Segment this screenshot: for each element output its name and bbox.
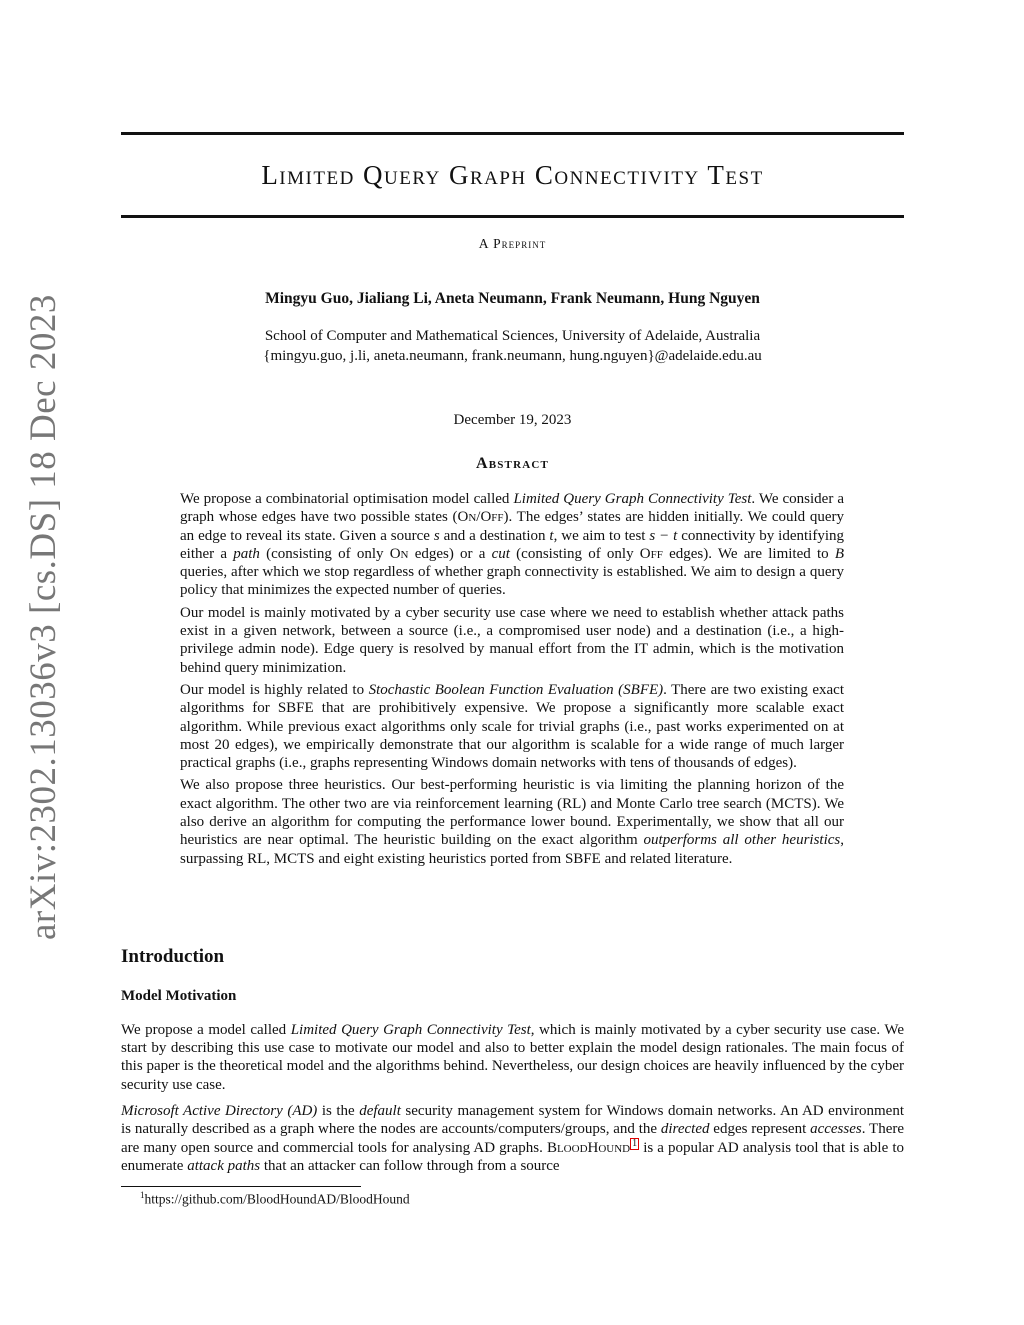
- accesses-emphasis: accesses: [810, 1121, 862, 1138]
- on-state: On: [389, 545, 409, 562]
- author-list: Mingyu Guo, Jialiang Li, Aneta Neumann, Frank Neumann, Hung Nguyen: [265, 290, 760, 307]
- footnote-url[interactable]: https://github.com/BloodHoundAD/BloodHound: [144, 1191, 410, 1207]
- affiliation: School of Computer and Mathematical Sciences, University of Adelaide, Australia: [264, 328, 761, 344]
- abstract-heading: Abstract: [475, 455, 550, 472]
- path-emphasis: path: [233, 545, 260, 562]
- paper-title: Limited Query Graph Connectivity Test: [261, 160, 764, 190]
- abstract-paragraph-2: Our model is mainly motivated by a cyber security use case where we need to establish whether attack paths exist in a given network, between a source (i.e., a compromised user node) and a destination (i.e., a high-privilege admin node). Edge query is resolved by manual effort from the IT admin, which is the motivation behind query minimization.: [180, 604, 844, 676]
- math-b: B: [834, 545, 844, 562]
- footnote-mark: 1: [140, 1190, 145, 1200]
- arxiv-stamp: arXiv:2302.13036v3 [cs.DS] 18 Dec 2023: [23, 294, 64, 940]
- footnote-rule: [121, 1186, 361, 1187]
- model-name-emphasis: Limited Query Graph Connectivity Test: [513, 491, 752, 507]
- off-state: Off: [639, 545, 663, 562]
- introduction-heading: Introduction: [121, 946, 225, 967]
- intro-paragraph-1: We propose a model called Limited Query Graph Connectivity Test, which is mainly motivated by a cyber security use case. We start by describing this use case to motivate our model and also to better explain the model design rationales. The main focus of this paper is the theoretical model and the algorithms behind. Nevertheless, our design choices are heavily influenced by the cyber security use case.: [121, 1022, 904, 1093]
- abstract-paragraph-1: We propose a combinatorial optimisation model called Limited Query Graph Connectivity Test. We consider a graph whose edges have two possible states (On/Off). The edges’ states are hidden initially. We could query an edge to reveal its state. Given a source s and a destination t, we aim to test s − t connectivity by identifying either a path (consisting of only On edges) or a cut (consisting of only Off edges). We are limited to B queries, after which we stop regardless of whether graph connectivity is established. We aim to design a query policy that minimizes the expected number of queries.: [180, 491, 844, 599]
- abstract-body: [180, 490, 844, 872]
- ad-emphasis: Microsoft Active Directory (AD): [121, 1102, 318, 1119]
- author-emails: {mingyu.guo, j.li, aneta.neumann, frank.neumann, hung.nguyen}@adelaide.edu.au: [263, 348, 762, 364]
- abstract-paragraph-4: We also propose three heuristics. Our best-performing heuristic is via limiting the planning horizon of the exact algorithm. The other two are via reinforcement learning (RL) and Monte Carlo tree search (MCTS). We also derive an algorithm for computing the performance lower bound. Experimentally, we show that all our heuristics are near optimal. The heuristic building on the exact algorithm outperforms all other heuristics, surpassing RL, MCTS and eight existing heuristics ported from SBFE and related literature.: [180, 777, 844, 867]
- cut-emphasis: cut: [491, 545, 510, 562]
- model-motivation-heading: Model Motivation: [121, 988, 237, 1004]
- paper-date: December 19, 2023: [453, 412, 572, 428]
- model-name-emphasis: Limited Query Graph Connectivity Test: [290, 1022, 531, 1038]
- sbfe-emphasis: Stochastic Boolean Function Evaluation (SBFE): [368, 681, 664, 698]
- default-emphasis: default: [359, 1102, 401, 1119]
- directed-emphasis: directed: [660, 1121, 710, 1138]
- introduction-body: [121, 1021, 904, 1184]
- preprint-label: A Preprint: [478, 236, 547, 251]
- on-off-states: On/Off: [457, 509, 504, 526]
- footnote-link[interactable]: 1: [632, 1138, 638, 1150]
- outperforms-emphasis: outperforms all other heuristics: [643, 832, 841, 849]
- footnote: [140, 1190, 410, 1208]
- title-top-rule: [121, 132, 904, 135]
- abstract-paragraph-3: Our model is highly related to Stochastic Boolean Function Evaluation (SBFE). There are two existing exact algorithms for SBFE that are prohibitively expensive. We propose a significantly more scalable exact algorithm. While previous exact algorithms only scale for trivial graphs (i.e., past works experimented on at most 20 edges), we empirically demonstrate that our algorithm is scalable for a wide range of much larger practical graphs (i.e., graphs representing Windows domain networks with tens of thousands of edges).: [180, 681, 844, 772]
- math-s-t: s − t: [649, 527, 678, 544]
- math-t: t: [549, 527, 554, 544]
- affiliation-block: [121, 326, 904, 366]
- attack-paths-emphasis: attack paths: [187, 1158, 261, 1175]
- intro-paragraph-2: Microsoft Active Directory (AD) is the default security management system for Windows domain networks. An AD environment is naturally described as a graph where the nodes are accounts/computers/groups, and the directed edges represent accesses. There are many open source and commercial tools for analysing AD graphs. BloodHound 1 is a popular AD analysis tool that is able to enumerate attack paths that an attacker can follow through from a source: [121, 1102, 905, 1175]
- bloodhound-name: BloodHound: [546, 1140, 631, 1157]
- math-s: s: [433, 527, 440, 544]
- title-bottom-rule: [121, 215, 904, 218]
